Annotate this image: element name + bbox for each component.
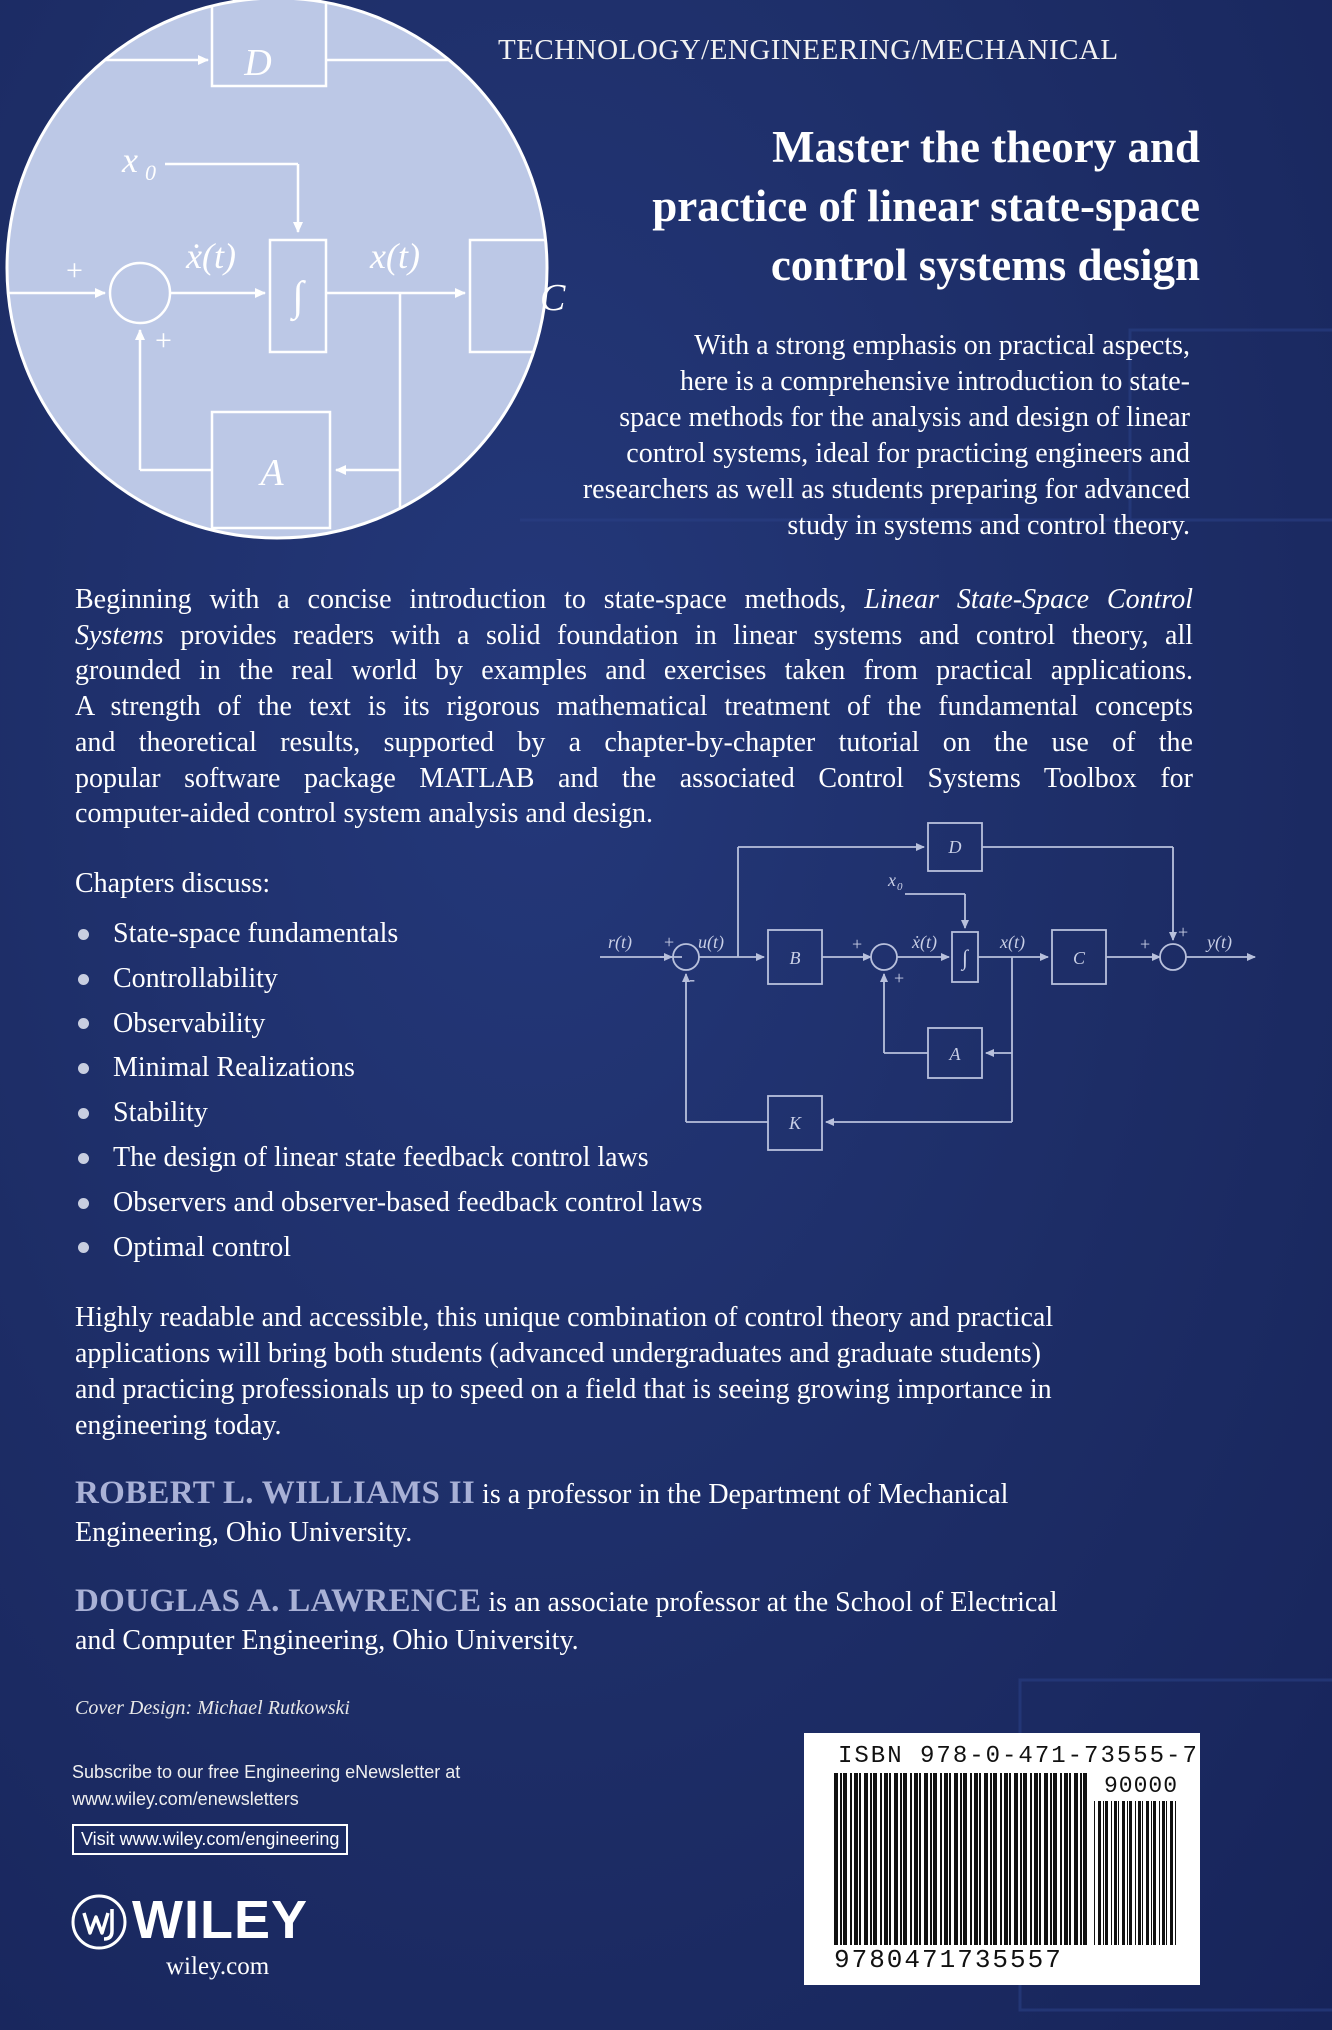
description-line (75, 618, 1193, 654)
label-plus-inner: + (852, 934, 863, 954)
chapter-item (75, 1226, 703, 1271)
barcode-bar (1069, 1773, 1071, 1945)
chapter-label: State-space fundamentals (113, 918, 399, 949)
circle-label-c: C (540, 277, 566, 319)
barcode-bar (924, 1773, 928, 1945)
label-c: C (1072, 948, 1086, 968)
intro-line: control systems, ideal for practicing engineers and (626, 438, 1190, 469)
subject-category: TECHNOLOGY/ENGINEERING/MECHANICAL (498, 34, 1119, 66)
chapter-label: Stability (113, 1097, 208, 1129)
barcode-bar (990, 1773, 992, 1945)
circle-label-plus-bottom: + (155, 324, 172, 357)
bullet-icon (78, 1063, 89, 1074)
barcode-bar (944, 1773, 948, 1945)
barcode-bar (850, 1773, 852, 1945)
barcode-bar (974, 1773, 978, 1945)
barcode-bar (1118, 1801, 1119, 1945)
isbn-number: ISBN 978-0-471-73555-7 (838, 1743, 1199, 1770)
barcode-bar (963, 1773, 967, 1945)
chapters-title: Chapters discuss: (75, 868, 271, 899)
barcode-bar (1175, 1801, 1176, 1945)
barcode-bar (1098, 1801, 1101, 1945)
book-title-italic: Linear State-Space Control (864, 584, 1193, 615)
barcode-bar (870, 1773, 872, 1945)
barcode-bar (859, 1773, 861, 1945)
label-plus-inner-bottom: + (894, 968, 905, 988)
label-a: A (949, 1044, 961, 1064)
wiley-url[interactable]: wiley.com (166, 1953, 270, 1980)
price-code: 90000 (1103, 1773, 1178, 1799)
wiley-logo (70, 1885, 340, 1995)
circle-label-x0: x (122, 140, 138, 180)
barcode-bar (1166, 1801, 1167, 1945)
barcode-bar (1111, 1801, 1112, 1945)
barcode-bar (1080, 1773, 1082, 1945)
barcode-bar (1030, 1773, 1032, 1945)
barcode-bar (1151, 1801, 1152, 1945)
label-xdot: ẋ(t) (912, 932, 937, 952)
barcode-bar (1162, 1801, 1165, 1945)
barcode-bar (910, 1773, 912, 1945)
newsletter-text (72, 1759, 460, 1813)
barcode-bar (919, 1773, 921, 1945)
barcode-bar (1060, 1773, 1062, 1945)
barcode-bar (894, 1773, 898, 1945)
author-bio-line: and Computer Engineering, Ohio University. (75, 1625, 579, 1656)
output-summing-junction (1160, 944, 1186, 970)
barcode-bar (1146, 1801, 1149, 1945)
label-ut: u(t) (698, 932, 724, 952)
barcode-bar (960, 1773, 962, 1945)
label-integral: ∫ (961, 945, 969, 970)
chapter-item (75, 1181, 703, 1226)
barcode-bar (873, 1773, 877, 1945)
barcode-digits: 9780471735557 (834, 1945, 1063, 1975)
barcode-bar (1094, 1801, 1095, 1945)
barcode-bar (1159, 1801, 1160, 1945)
description-text: Beginning with a concise introduction to state-space methods, (75, 584, 865, 615)
wiley-wordmark: WILEY (132, 1890, 308, 1950)
label-d: D (948, 837, 962, 857)
state-feedback-block-diagram (600, 820, 1260, 1160)
barcode-bar (903, 1773, 907, 1945)
barcode-bar (1103, 1801, 1104, 1945)
bullet-icon (78, 1018, 89, 1029)
inner-summing-junction (871, 944, 897, 970)
author-name: ROBERT L. WILLIAMS II (75, 1475, 476, 1511)
author-bio (75, 1474, 1195, 1552)
author-name: DOUGLAS A. LAWRENCE (75, 1583, 482, 1619)
newsletter-url[interactable]: www.wiley.com/enewsletters (72, 1789, 299, 1809)
chapter-label: Observers and observer-based feedback control laws (113, 1186, 703, 1218)
description-line: computer-aided control system analysis and design. (75, 798, 653, 830)
circle-label-xdot: ẋ(t) (186, 236, 236, 276)
barcode-bar (1039, 1773, 1041, 1945)
barcode-bar (1135, 1801, 1136, 1945)
summary-line: applications will bring both students (advanced undergraduates and graduate students) (75, 1338, 1041, 1369)
barcode-bar (1142, 1801, 1143, 1945)
description-paragraph (75, 582, 1193, 832)
intro-line: study in systems and control theory. (787, 510, 1190, 541)
barcode-bar (979, 1773, 981, 1945)
barcode-bar (864, 1773, 868, 1945)
barcode-bar (1122, 1801, 1125, 1945)
barcode-bar (993, 1773, 997, 1945)
barcode-bar (1105, 1801, 1108, 1945)
circle-label-d: D (244, 42, 272, 84)
barcode-bar (954, 1773, 958, 1945)
label-b: B (789, 948, 801, 968)
barcode-bar (1023, 1773, 1027, 1945)
barcode-bar (843, 1773, 847, 1945)
barcode-bar (1114, 1801, 1117, 1945)
barcode-bar (1004, 1773, 1008, 1945)
barcode-bar (1014, 1773, 1018, 1945)
intro-line: space methods for the analysis and design of linear (619, 402, 1190, 433)
bullet-icon (78, 1242, 89, 1253)
barcode-bar (914, 1773, 918, 1945)
circle-label-a: A (260, 452, 284, 494)
barcode-bar (1064, 1773, 1068, 1945)
barcode-bar (984, 1773, 988, 1945)
barcode-bar (900, 1773, 902, 1945)
bullet-icon (78, 1108, 89, 1119)
bullet-icon (78, 1198, 89, 1209)
barcode-bar (834, 1773, 838, 1945)
bullet-icon (78, 974, 89, 985)
headline-line: Master the theory and (772, 122, 1200, 172)
label-plus-output: + (1140, 934, 1151, 954)
bullet-icon (78, 929, 89, 940)
barcode-bar (1170, 1801, 1173, 1945)
author-bio-text: is a professor in the Department of Mechanical (475, 1479, 1009, 1510)
headline-line: control systems design (770, 240, 1200, 290)
label-x0: x (888, 870, 896, 890)
description-text: provides readers with a solid foundation in linear systems and control theory, all (163, 619, 1193, 651)
barcode-bar (933, 1773, 937, 1945)
chapter-label: The design of linear state feedback control laws (113, 1141, 649, 1173)
label-minus-input: - (689, 969, 695, 989)
barcode-bar (1083, 1773, 1087, 1945)
book-title-italic: Systems (75, 619, 164, 651)
barcode-bar (1000, 1773, 1002, 1945)
author-bio-line (75, 1474, 1195, 1514)
description-line: grounded in the real world by examples and exercises taken from practical applications. (75, 655, 1193, 687)
barcode-bar (1009, 1773, 1011, 1945)
label-k: K (788, 1113, 802, 1133)
barcode-bar (949, 1773, 951, 1945)
barcode-bar (889, 1773, 891, 1945)
chapter-label: Observability (113, 1007, 266, 1039)
chapter-label: Optimal control (113, 1231, 292, 1263)
barcode-bar (854, 1773, 858, 1945)
bullet-icon (78, 1153, 89, 1164)
summary-line: Highly readable and accessible, this unique combination of control theory and practical (75, 1302, 1054, 1333)
isbn-barcode (804, 1733, 1200, 1985)
summary-line: and practicing professionals up to speed on a field that is seeing growing importance in (75, 1374, 1052, 1405)
intro-line: With a strong emphasis on practical aspects, (694, 330, 1190, 361)
author-bio (75, 1582, 1195, 1660)
barcode-bar (1127, 1801, 1128, 1945)
barcode-bar (970, 1773, 972, 1945)
newsletter-line: Subscribe to our free Engineering eNewsletter at (72, 1762, 461, 1782)
label-yt: y(t) (1207, 932, 1232, 952)
intro-paragraph (440, 328, 1190, 544)
author-bio-line (75, 1582, 1195, 1622)
description-line: popular software package MATLAB and the associated Control Systems Toolbox for (75, 762, 1193, 794)
barcode-bar (1050, 1773, 1052, 1945)
chapter-label: Minimal Realizations (113, 1052, 355, 1084)
barcode-bar (1020, 1773, 1022, 1945)
headline (520, 118, 1200, 295)
summary-paragraph (75, 1300, 1195, 1444)
label-x0-sub: 0 (897, 881, 903, 893)
summary-line: engineering today. (75, 1410, 282, 1441)
author-bio-line: Engineering, Ohio University. (75, 1517, 413, 1548)
circle-label-plus-left: + (66, 254, 83, 287)
headline-line: practice of linear state-space (652, 181, 1200, 231)
barcode-bar (1153, 1801, 1156, 1945)
label-rt: r(t) (608, 932, 632, 952)
label-plus-output-top: + (1178, 922, 1189, 942)
description-line: A strength of the text is its rigorous mathematical treatment of the fundamental concepts (75, 691, 1193, 723)
barcode-bar (1129, 1801, 1132, 1945)
barcode-bar (1074, 1773, 1078, 1945)
circle-label-x0-sub: 0 (145, 160, 156, 185)
barcode-bar (884, 1773, 888, 1945)
label-plus-input: + (664, 932, 675, 952)
circle-label-integral: ∫ (292, 274, 304, 320)
description-line: and theoretical results, supported by a chapter-by-chapter tutorial on the use of the (75, 726, 1193, 758)
price-barcode-bars (1094, 1801, 1176, 1945)
visit-website-link[interactable]: Visit www.wiley.com/engineering (72, 1824, 348, 1855)
barcode-bar (880, 1773, 882, 1945)
barcode-bar (930, 1773, 932, 1945)
barcode-bar (1138, 1801, 1141, 1945)
author-bio-text: is an associate professor at the School of Electrical (481, 1587, 1058, 1618)
label-xt: x(t) (1000, 932, 1025, 952)
barcode-bars (834, 1773, 1084, 1945)
intro-line: researchers as well as students preparing for advanced (582, 474, 1190, 505)
barcode-bar (840, 1773, 842, 1945)
barcode-bar (940, 1773, 942, 1945)
barcode-bar (1034, 1773, 1038, 1945)
chapter-label: Controllability (113, 962, 278, 994)
cover-design-credit: Cover Design: Michael Rutkowski (75, 1697, 350, 1719)
barcode-bar (1044, 1773, 1048, 1945)
intro-line: here is a comprehensive introduction to state- (679, 366, 1190, 397)
circle-label-xt: x(t) (370, 236, 420, 276)
description-line (75, 582, 1193, 618)
barcode-bar (1053, 1773, 1057, 1945)
wiley-emblem-icon (70, 1893, 128, 1951)
